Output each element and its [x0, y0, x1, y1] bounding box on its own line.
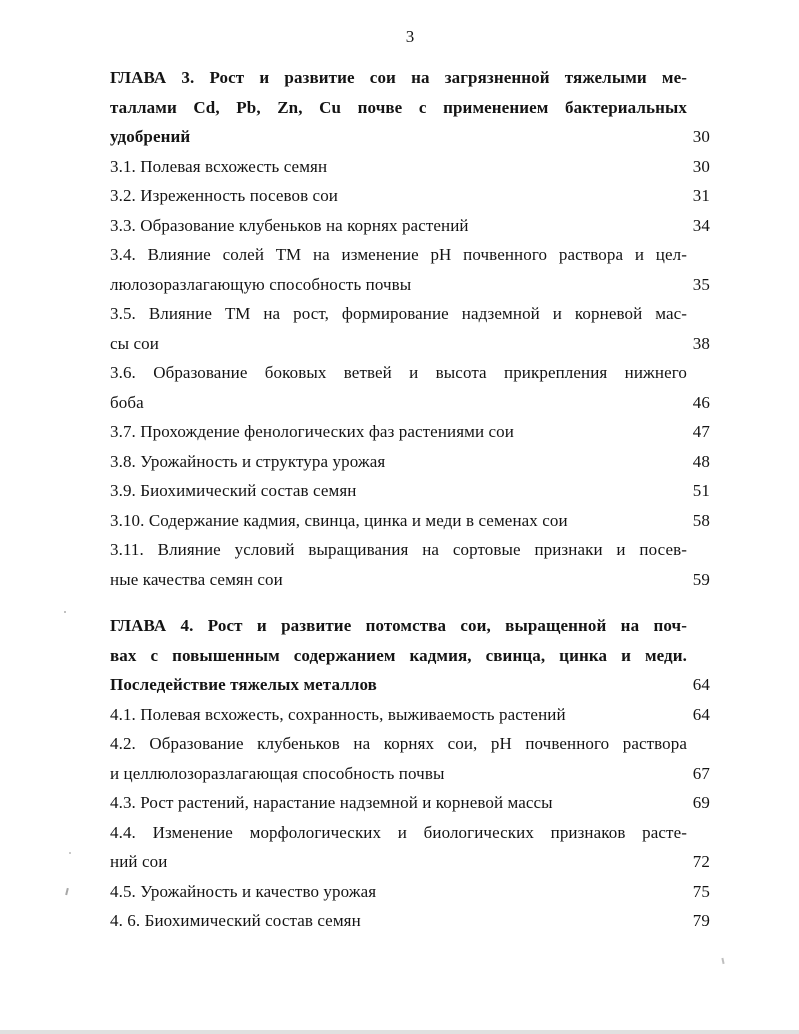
toc-page-ref: 75 [692, 881, 710, 901]
toc-entry-text: 3.2. Изреженность посевов сои [110, 186, 339, 205]
toc-entry-lastline [110, 506, 710, 536]
toc-entry-lastline [110, 211, 710, 241]
toc-item-entry [110, 358, 710, 417]
toc-item-entry [110, 700, 710, 730]
toc-entry-lastline [110, 152, 710, 182]
toc-entry-lastline [110, 670, 710, 700]
toc-entry-text: удобрений [110, 127, 191, 146]
toc-entry-text: сы сои [110, 333, 159, 353]
scan-artifact [721, 958, 724, 964]
toc-entry-line: 3.5. Влияние ТМ на рост, формирование надземной и корневой мас- [110, 304, 687, 323]
toc-entry-line: 4.2. Образование клубеньков на корнях сои, рН почвенного раствора [110, 734, 687, 753]
toc-entry-text: 3.7. Прохождение фенологических фаз растениями сои [110, 422, 514, 441]
toc-entry-lastline [110, 122, 710, 152]
toc-entry-text: 3.9. Биохимический состав семян [110, 481, 357, 500]
toc-entry-lastline [110, 447, 710, 477]
toc-item-entry [110, 788, 710, 818]
toc-entry-text: 3.3. Образование клубеньков на корнях растений [110, 215, 469, 235]
toc-entry-lastline [110, 181, 710, 211]
toc-entry-lastline [110, 476, 710, 506]
toc-page-ref: 59 [692, 569, 710, 589]
toc-entry-line: вах с повышенным содержанием кадмия, свинца, цинка и меди. [110, 645, 687, 665]
page-number: 3 [405, 27, 415, 46]
toc-entry-lastline [110, 700, 710, 730]
toc-item-entry [110, 152, 710, 182]
toc-page-ref: 51 [692, 481, 710, 500]
toc-entry-line: 3.11. Влияние условий выращивания на сортовые признаки и посев- [110, 540, 687, 559]
scan-artifact [69, 852, 71, 854]
toc-item-entry [110, 476, 710, 506]
toc-entry-text: ний сои [110, 852, 168, 871]
toc-page-ref: 46 [692, 392, 710, 412]
toc-entry-text: 4.1. Полевая всхожесть, сохранность, выживаемость растений [110, 704, 566, 724]
toc-entry-text: 3.1. Полевая всхожесть семян [110, 156, 328, 176]
toc-entry-line: 4.4. Изменение морфологических и биологических признаков расте- [110, 822, 687, 842]
toc-page-ref: 69 [692, 793, 710, 812]
scan-edge [0, 1030, 799, 1034]
toc-entry-line: 3.4. Влияние солей ТМ на изменение рН почвенного раствора и цел- [110, 245, 687, 264]
toc-entry-lastline [110, 270, 710, 300]
toc-entry-lastline [110, 847, 710, 877]
toc-entry-text: 3.8. Урожайность и структура урожая [110, 451, 386, 471]
toc-entry-text: 4.3. Рост растений, нарастание надземной и корневой массы [110, 793, 553, 812]
toc-page-ref: 79 [692, 911, 710, 930]
toc-item-entry [110, 818, 710, 877]
toc-item-entry [110, 181, 710, 211]
toc-item-entry [110, 906, 710, 936]
toc-entry-lastline [110, 877, 710, 907]
scan-artifact [64, 611, 66, 613]
toc-entry-lastline [110, 906, 710, 936]
toc-entry-lastline [110, 388, 710, 418]
toc-page-ref: 31 [692, 186, 710, 205]
toc-page-ref: 47 [692, 422, 710, 441]
toc-entry-text: 4.5. Урожайность и качество урожая [110, 881, 377, 901]
toc-page-ref: 72 [692, 852, 710, 871]
toc-page-ref: 34 [692, 215, 710, 235]
toc-page-ref: 64 [692, 704, 710, 724]
toc-page-ref: 30 [692, 156, 710, 176]
toc-page-ref: 38 [692, 333, 710, 353]
toc-item-entry [110, 729, 710, 788]
toc-item-entry [110, 506, 710, 536]
toc-entry-text: Последействие тяжелых металлов [110, 675, 377, 694]
toc-page-ref: 35 [692, 274, 710, 294]
toc-page-ref: 30 [692, 127, 710, 146]
toc-entry-text: 4. 6. Биохимический состав семян [110, 911, 361, 930]
toc-item-entry [110, 299, 710, 358]
toc-item-entry [110, 211, 710, 241]
toc-entry-line: ГЛАВА 3. Рост и развитие сои на загрязненной тяжелыми ме- [110, 68, 687, 87]
toc-item-entry [110, 447, 710, 477]
toc-item-entry [110, 240, 710, 299]
toc-entry-text: ные качества семян сои [110, 569, 283, 589]
toc-entry-text: боба [110, 392, 144, 412]
toc-entry-lastline [110, 788, 710, 818]
toc-item-entry [110, 417, 710, 447]
toc-entry-text: люлозоразлагающую способность почвы [110, 274, 412, 294]
toc-entry-lastline [110, 417, 710, 447]
toc-chapter-entry [110, 63, 710, 152]
toc-entry-line: ГЛАВА 4. Рост и развитие потомства сои, выращенной на поч- [110, 616, 687, 635]
toc-entry-line: 3.6. Образование боковых ветвей и высота прикрепления нижнего [110, 363, 687, 382]
toc-entry-line: таллами Cd, Pb, Zn, Cu почве с применением бактериальных [110, 97, 687, 117]
table-of-contents [110, 63, 710, 936]
toc-entry-lastline [110, 759, 710, 789]
toc-entry-lastline [110, 329, 710, 359]
toc-page-ref: 67 [692, 763, 710, 783]
scan-artifact [65, 888, 68, 895]
toc-chapter-entry [110, 611, 710, 700]
toc-item-entry [110, 535, 710, 594]
toc-entry-text: 3.10. Содержание кадмия, свинца, цинка и меди в семенах сои [110, 510, 568, 530]
toc-page-ref: 58 [692, 510, 710, 530]
toc-entry-text: и целлюлозоразлагающая способность почвы [110, 763, 445, 783]
toc-page-ref: 48 [692, 451, 710, 471]
toc-item-entry [110, 877, 710, 907]
toc-entry-lastline [110, 565, 710, 595]
toc-page-ref: 64 [692, 675, 710, 694]
